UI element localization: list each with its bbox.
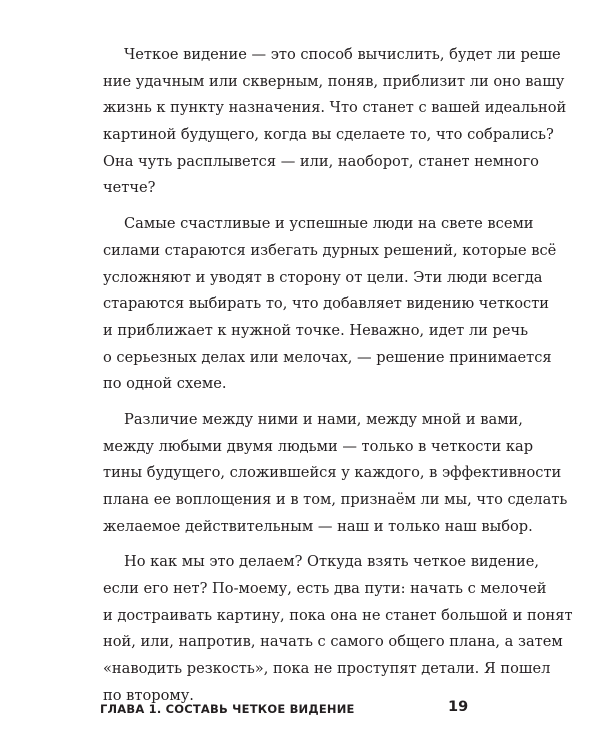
running-footer-chapter-title: ГЛАВА 1. СОСТАВЬ ЧЕТКОЕ ВИДЕНИЕ bbox=[100, 702, 355, 716]
text-line: ние удачным или скверным, поняв, приблизит ли оно вашу bbox=[103, 72, 565, 90]
text-line: Самые счастливые и успешные люди на свете всеми bbox=[124, 215, 534, 233]
text-line: Она чуть расплывется — или, наоборот, станет немного bbox=[103, 152, 539, 170]
text-line: силами стараются избегать дурных решений, которые всё bbox=[103, 241, 557, 259]
page-number: 19 bbox=[448, 699, 469, 715]
text-line: тины будущего, сложившейся у каждого, в эффективности bbox=[103, 464, 562, 482]
text-line: Различие между ними и нами, между мной и вами, bbox=[124, 410, 523, 428]
text-line: картиной будущего, когда вы сделаете то, что собрались? bbox=[103, 126, 554, 144]
text-line: «наводить резкость», пока не проступят детали. Я пошел bbox=[103, 660, 551, 678]
text-line: и приближает к нужной точке. Неважно, идет ли речь bbox=[103, 321, 529, 339]
text-line: и достраивать картину, пока она не станет большой и понят bbox=[103, 606, 573, 624]
text-line: стараются выбирать то, что добавляет видению четкости bbox=[103, 295, 550, 313]
page-body bbox=[103, 42, 573, 710]
text-line: четче? bbox=[103, 179, 156, 197]
text-line: о серьезных делах или мелочах, — решение принимается bbox=[103, 348, 552, 366]
text-line: по второму. bbox=[103, 686, 194, 704]
text-line: по одной схеме. bbox=[103, 375, 227, 393]
text-line: между любыми двумя людьми — только в четкости кар bbox=[103, 437, 534, 455]
text-line: если его нет? По-моему, есть два пути: начать с мелочей bbox=[103, 580, 547, 598]
paragraph-4 bbox=[103, 549, 573, 709]
text-line: желаемое действительным — наш и только наш выбор. bbox=[103, 517, 533, 535]
text-line: ной, или, напротив, начать с самого общего плана, а затем bbox=[103, 633, 563, 651]
paragraph-2 bbox=[103, 211, 557, 398]
text-line: Но как мы это делаем? Откуда взять четкое видение, bbox=[124, 553, 540, 571]
paragraph-3 bbox=[103, 407, 568, 540]
text-line: плана ее воплощения и в том, признаём ли мы, что сделать bbox=[103, 491, 568, 508]
text-line: жизнь к пункту назначения. Что станет с вашей идеальной bbox=[103, 99, 567, 117]
text-line: усложняют и уводят в сторону от цели. Эти люди всегда bbox=[103, 268, 543, 286]
paragraph-1 bbox=[103, 42, 567, 202]
text-line: Четкое видение — это способ вычислить, будет ли реше bbox=[124, 46, 561, 63]
